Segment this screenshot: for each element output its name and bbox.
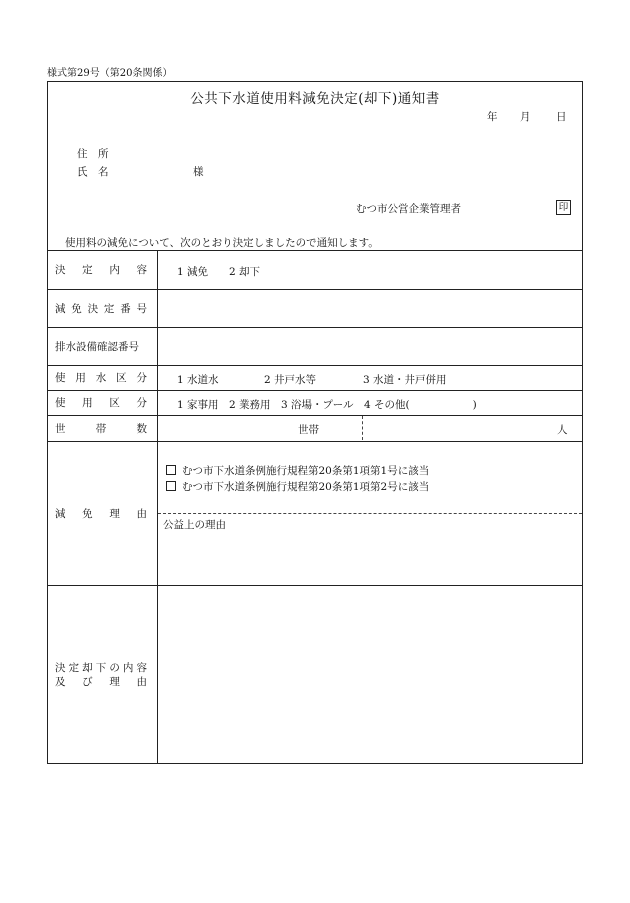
- reason-label: 減 免 理 由: [55, 507, 147, 520]
- form-number: 様式第29号（第20条関係）: [47, 68, 173, 79]
- intro-text: 使用料の減免について、次のとおり決定しましたので通知します。: [65, 237, 379, 249]
- households-unit: 世帯: [298, 424, 319, 436]
- address-label: 住 所: [77, 148, 109, 160]
- reason-check-2: [166, 479, 429, 494]
- usage-options: 1 家事用 2 業務用 3 浴場・プール 4 その他( ): [177, 399, 477, 411]
- seal-mark: 印: [556, 200, 571, 215]
- checkbox-icon[interactable]: [166, 465, 176, 475]
- water-type-label: 使 用 水 区 分: [55, 372, 147, 384]
- reason-check-2-text: むつ市下水道条例施行規程第20条第1項第2号に該当: [182, 481, 430, 493]
- notice-form: [47, 81, 583, 764]
- date-year: 年: [487, 111, 498, 123]
- decision-options: 1 減免 2 却下: [177, 266, 261, 278]
- reason-check-1: [166, 463, 429, 478]
- usage-type-label: 使 用 区 分: [55, 397, 147, 409]
- form-title: 公共下水道使用料減免決定(却下)通知書: [190, 91, 440, 107]
- rejection-label-line1: 決 定 却 下 の 内 容: [55, 661, 147, 674]
- household-label: 世 帯 数: [55, 422, 147, 435]
- public-interest-label: 公益上の理由: [163, 519, 226, 531]
- rejection-label: [55, 661, 147, 689]
- date-month: 月: [520, 111, 531, 123]
- water-option-1: 1 水道水: [177, 374, 219, 386]
- water-option-2: 2 井戸水等: [264, 374, 317, 386]
- honorific: 様: [193, 166, 204, 178]
- date-day: 日: [556, 111, 567, 123]
- persons-unit: 人: [557, 424, 568, 436]
- checkbox-icon[interactable]: [166, 481, 176, 491]
- decision-label: 決 定 内 容: [55, 264, 147, 276]
- issuer-name: むつ市公営企業管理者: [356, 203, 461, 215]
- reason-check-1-text: むつ市下水道条例施行規程第20条第1項第1号に該当: [182, 465, 430, 477]
- rejection-label-line2: 及 び 理 由: [55, 675, 147, 688]
- decision-number-label: 減 免 決 定 番 号: [55, 302, 147, 315]
- drainage-confirmation-label: 排水設備確認番号: [55, 340, 139, 353]
- name-label: 氏 名: [77, 166, 109, 178]
- water-option-3: 3 水道・井戸併用: [363, 374, 447, 386]
